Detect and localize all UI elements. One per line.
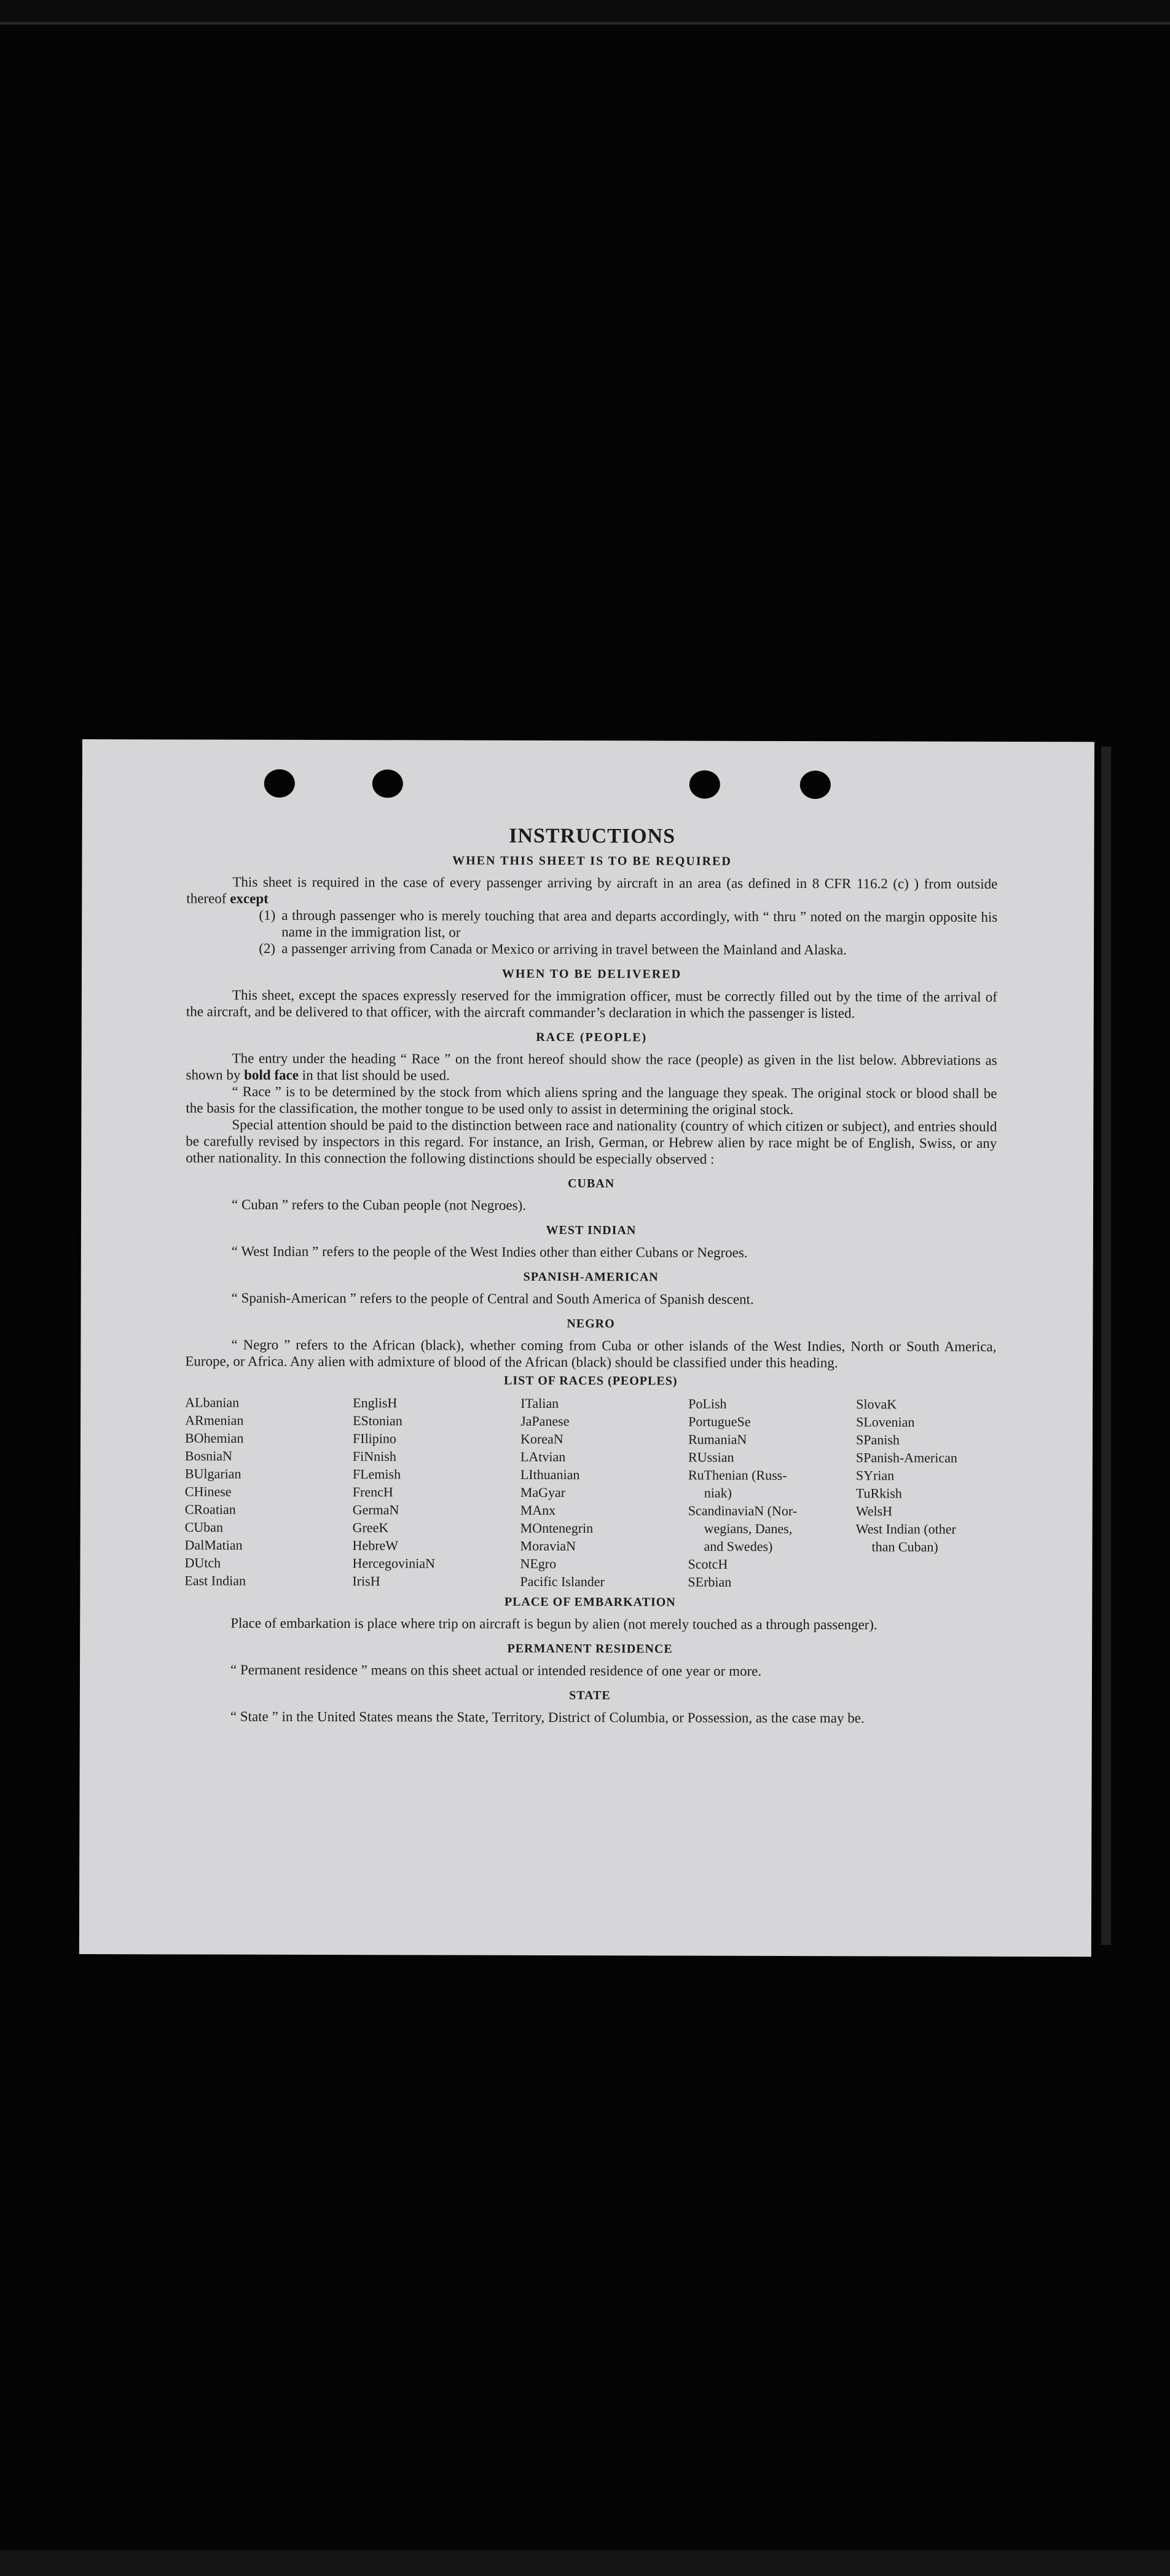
section-heading-race: RACE (PEOPLE) <box>536 1030 648 1045</box>
race-entry: West Indian (other <box>855 1521 956 1537</box>
races-column-5 <box>855 1395 996 1592</box>
race-entry: KoreaN <box>520 1431 563 1447</box>
race-entry: RUssian <box>688 1449 734 1465</box>
heading-permanent-residence: PERMANENT RESIDENCE <box>507 1641 673 1656</box>
document-sheet <box>79 739 1094 1957</box>
race-entry: NEgro <box>520 1555 557 1572</box>
race-entry-continued: and Swedes) <box>704 1538 773 1554</box>
race-entry: PoLish <box>688 1396 727 1412</box>
race-entry: BosniaN <box>184 1448 232 1464</box>
race-entry: EStonian <box>353 1413 402 1429</box>
race-paragraph-3: Special attention should be paid to the distinction between race and nationality (country of which citizen or subject), and entries should be carefully revised by inspectors in this regard. For instance, an Irish, German, or Hebrew alien by race might be of English, Swiss, or any other nationality. In this connection the following distinctions should be especially observed : <box>186 1117 997 1167</box>
race-entry: WelsH <box>855 1503 893 1519</box>
required-intro: This sheet is required in the case of every passenger arriving by aircraft in an area (as defined in 8 CFR 116.2 (c) ) from outside thereof except <box>186 874 998 906</box>
spanish-american-text: “ Spanish-American ” refers to the people of Central and South America of Spanish descent. <box>231 1290 754 1307</box>
race-entry: LAtvian <box>520 1448 566 1465</box>
bottom-scan-border <box>0 2550 1170 2576</box>
section-heading-delivered: WHEN TO BE DELIVERED <box>501 967 682 981</box>
races-list <box>184 1393 996 1591</box>
race-entry: BUlgarian <box>184 1466 241 1482</box>
race-entry: PortugueSe <box>688 1413 751 1429</box>
heading-negro: NEGRO <box>567 1317 615 1331</box>
race-entry: HercegoviniaN <box>352 1555 435 1571</box>
race-entry: SLovenian <box>856 1414 915 1430</box>
embarkation-text: Place of embarkation is place where trip on aircraft is begun by alien (not merely touched as a through passenger). <box>230 1615 878 1633</box>
races-column-4 <box>688 1395 856 1592</box>
heading-embarkation: PLACE OF EMBARKATION <box>504 1595 676 1609</box>
heading-spanish-american: SPANISH-AMERICAN <box>523 1270 659 1284</box>
race-entry: DUtch <box>184 1555 221 1571</box>
punch-hole <box>689 771 720 799</box>
race-entry: HebreW <box>352 1537 399 1553</box>
page-title: INSTRUCTIONS <box>509 824 676 848</box>
race-entry: IrisH <box>352 1573 380 1589</box>
race-entry: RuThenian (Russ- <box>688 1467 787 1483</box>
race-entry: SPanish-American <box>855 1450 957 1466</box>
race-entry: East Indian <box>184 1573 246 1588</box>
race-entry: JaPanese <box>520 1413 570 1429</box>
scan-edge-shadow <box>1101 747 1111 1945</box>
punch-hole <box>800 771 831 799</box>
race-entry: SYrian <box>855 1467 895 1483</box>
race-entry: Pacific Islander <box>520 1573 605 1590</box>
permanent-residence-text: “ Permanent residence ” means on this sheet actual or intended residence of one year or more. <box>230 1662 762 1679</box>
race-entry: ScotcH <box>688 1556 728 1572</box>
race-entry: MaGyar <box>520 1484 566 1501</box>
cuban-text: “ Cuban ” refers to the Cuban people (not Negroes). <box>231 1196 527 1213</box>
race-entry: BOhemian <box>184 1430 244 1446</box>
race-paragraph-2: “ Race ” is to be determined by the stock from which aliens spring and the language they speak. The original stock or blood shall be the basis for the classification, the mother tongue to be used only to assist in determining the original stock. <box>186 1083 997 1118</box>
race-entry: GermaN <box>352 1502 399 1518</box>
race-entry: RumaniaN <box>688 1431 747 1447</box>
race-entry: FIlipino <box>352 1431 396 1447</box>
race-entry: EnglisH <box>353 1395 398 1411</box>
race-entry: GreeK <box>352 1520 389 1536</box>
instructions-content <box>184 824 998 1726</box>
delivered-text: This sheet, except the spaces expressly reserved for the immigration officer, must be correctly filled out by the time of the arrival of the aircraft, and be delivered to that officer, with the aircraft commander’s declaration in which the passenger is listed. <box>186 987 997 1021</box>
race-entry: ALbanian <box>185 1394 240 1410</box>
race-entry: CRoatian <box>184 1501 236 1517</box>
races-column-1 <box>184 1393 353 1590</box>
race-entry: MoraviaN <box>520 1537 576 1554</box>
race-entry-continued: niak) <box>704 1485 732 1501</box>
race-entry: MAnx <box>520 1502 556 1518</box>
race-entry: MOntenegrin <box>520 1520 594 1536</box>
race-entry: FiNnish <box>352 1448 396 1464</box>
heading-list-of-races: LIST OF RACES (PEOPLES) <box>503 1373 678 1388</box>
races-column-3 <box>520 1394 688 1591</box>
race-entry: CUban <box>184 1519 224 1535</box>
race-entry: FLemish <box>352 1466 401 1482</box>
races-column-2 <box>352 1394 520 1590</box>
west-indian-text: “ West Indian ” refers to the people of the West Indies other than either Cubans or Negroes. <box>231 1243 748 1260</box>
exception-item-1: (1) a through passenger who is merely touching that area and departs accordingly, with “ thru ” noted on the margin opposite his name in the immigration list, or <box>259 907 998 940</box>
heading-west-indian: WEST INDIAN <box>546 1223 637 1238</box>
top-scan-border <box>0 0 1170 25</box>
race-entry: SErbian <box>688 1574 732 1590</box>
punch-hole <box>264 769 295 798</box>
race-entry-continued: wegians, Danes, <box>704 1520 793 1537</box>
state-text: “ State ” in the United States means the State, Territory, District of Columbia, or Possession, as the case may be. <box>230 1708 865 1726</box>
race-entry: LIthuanian <box>520 1466 580 1483</box>
race-entry: DalMatian <box>184 1537 243 1553</box>
race-entry: ITalian <box>520 1395 559 1412</box>
race-entry: SPanish <box>855 1432 900 1448</box>
exception-item-2: (2) a passenger arriving from Canada or Mexico or arriving in travel between the Mainland and Alaska. <box>259 940 847 958</box>
race-entry: ScandinaviaN (Nor- <box>688 1502 798 1519</box>
race-entry: ARmenian <box>185 1412 244 1428</box>
race-entry: CHinese <box>184 1483 232 1499</box>
section-heading-required: WHEN THIS SHEET IS TO BE REQUIRED <box>452 854 732 868</box>
race-entry-continued: than Cuban) <box>871 1539 938 1555</box>
race-entry: SlovaK <box>856 1396 897 1412</box>
race-entry: TuRkish <box>855 1485 902 1501</box>
punch-hole <box>372 769 403 798</box>
race-paragraph-1: The entry under the heading “ Race ” on the front hereof should show the race (people) as given in the list below. Abbreviations as shown by bold face in that list should be used. <box>186 1050 997 1083</box>
heading-cuban: CUBAN <box>568 1177 615 1191</box>
race-entry: FrencH <box>352 1484 393 1500</box>
negro-text: “ Negro ” refers to the African (black), whether coming from Cuba or other islands of the West Indies, North or South America, Europe, or Africa. Any alien with admixture of blood of the African (black) should be classified under this heading. <box>185 1337 997 1371</box>
heading-state: STATE <box>569 1689 611 1703</box>
